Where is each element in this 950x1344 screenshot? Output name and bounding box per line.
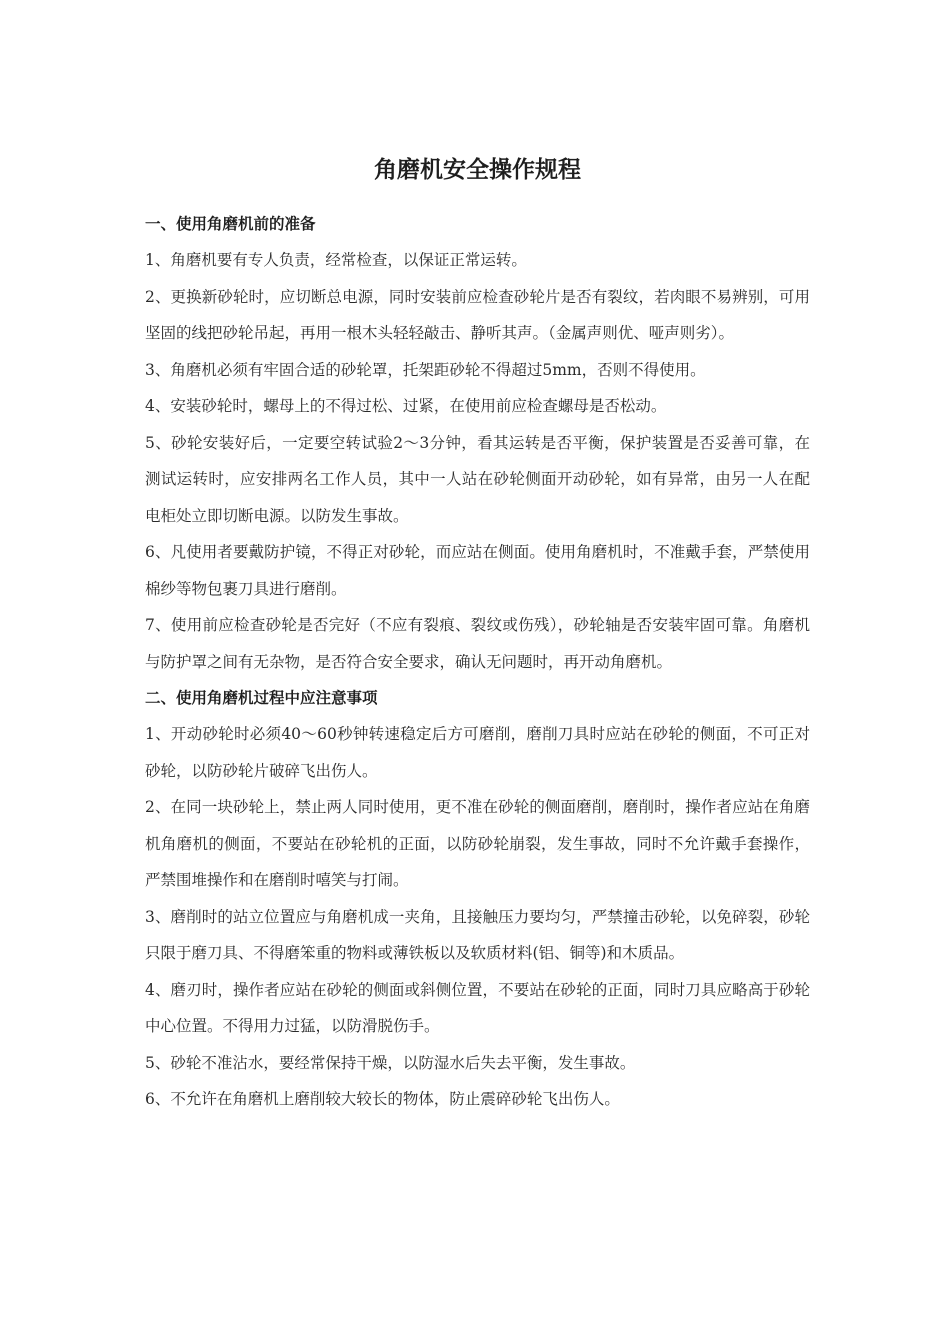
section-precautions [145,680,810,1118]
paragraph: 5、砂轮不准沾水，要经常保持干燥，以防湿水后失去平衡，发生事故。 [145,1053,636,1072]
section-heading: 二、使用角磨机过程中应注意事项 [145,689,378,707]
paragraph: 3、磨削时的站立位置应与角磨机成一夹角，且接触压力要均匀，严禁撞击砂轮，以免碎裂，砂轮只限于磨刀具、不得磨笨重的物料或薄铁板以及软质材料(铝、铜等)和木质品。 [145,907,810,962]
paragraph: 4、磨刃时，操作者应站在砂轮的侧面或斜侧位置，不要站在砂轮的正面，同时刀具应略高于砂轮中心位置。不得用力过猛，以防滑脱伤手。 [145,980,810,1035]
section-heading: 一、使用角磨机前的准备 [145,215,316,233]
section-preparation [145,206,810,680]
paragraph: 6、不允许在角磨机上磨削较大较长的物体，防止震碎砂轮飞出伤人。 [145,1090,620,1108]
document-page [145,150,810,1118]
paragraph: 1、角磨机要有专人负责，经常检查，以保证正常运转。 [145,251,527,269]
paragraph: 4、安装砂轮时，螺母上的不得过松、过紧，在使用前应检查螺母是否松动。 [145,397,667,415]
paragraph: 3、角磨机必须有牢固合适的砂轮罩，托架距砂轮不得超过5mm，否则不得使用。 [145,360,706,379]
document-title: 角磨机安全操作规程 [374,157,581,183]
paragraph: 7、使用前应检查砂轮是否完好（不应有裂痕、裂纹或伤残），砂轮轴是否安装牢固可靠。角磨机与防护罩之间有无杂物，是否符合安全要求，确认无问题时，再开动角磨机。 [145,616,810,671]
paragraph: 1、开动砂轮时必须40～60秒钟转速稳定后方可磨削，磨削刀具时应站在砂轮的侧面，不可正对砂轮，以防砂轮片破碎飞出伤人。 [145,725,810,780]
paragraph: 5、砂轮安装好后，一定要空转试验2～3分钟，看其运转是否平衡，保护装置是否妥善可靠，在测试运转时，应安排两名工作人员，其中一人站在砂轮侧面开动砂轮，如有异常，由另一人在配电柜处立即切断电源。以防发生事故。 [145,433,810,525]
paragraph: 2、在同一块砂轮上，禁止两人同时使用，更不准在砂轮的侧面磨削，磨削时，操作者应站在角磨机角磨机的侧面，不要站在砂轮机的正面，以防砂轮崩裂，发生事故，同时不允许戴手套操作，严禁围堆操作和在磨削时嘻笑与打闹。 [145,798,810,889]
paragraph: 2、更换新砂轮时，应切断总电源，同时安装前应检查砂轮片是否有裂纹，若肉眼不易辨别，可用坚固的线把砂轮吊起，再用一根木头轻轻敲击、静听其声。（金属声则优、哑声则劣）。 [145,287,810,342]
paragraph: 6、凡使用者要戴防护镜，不得正对砂轮，而应站在侧面。使用角磨机时，不准戴手套，严禁使用棉纱等物包裹刀具进行磨削。 [145,543,810,598]
